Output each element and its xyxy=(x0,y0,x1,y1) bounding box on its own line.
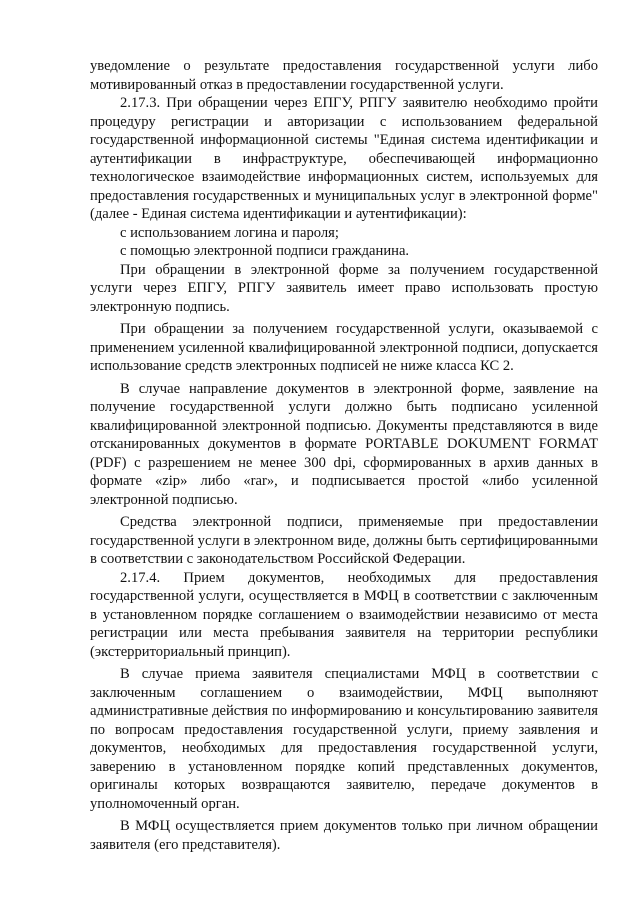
document-body xyxy=(90,57,598,854)
paragraph-personal-appeal: В МФЦ осуществляется прием документов только при личном обращении заявителя (его представителя). xyxy=(90,818,598,853)
paragraph-electronic-documents: В случае направление документов в электронной форме, заявление на получение государственной услуги должно быть подписано усиленной квалифицированной электронной подписью. Документы представляются в виде отсканированных документов в формате PORTABLE DOKUMENT FORMAT (PDF) с разрешением не менее 300 dpi, сформированных в архив данных в формате «zip» либо «rar», и подписывается простой «либо усиленной электронной подписью. xyxy=(90,380,598,508)
paragraph-2-17-4: 2.17.4. Прием документов, необходимых для предоставления государственной услуги, осуществляется в МФЦ в соответствии с заключенным в установленном порядке соглашением о взаимодействии независимо от места регистрации или места пребывания заявителя на территории республики (экстерриториальный принцип). xyxy=(90,569,598,660)
paragraph-notification: уведомление о результате предоставления государственной услуги либо мотивированный отказ в предоставлении государственной услуги. xyxy=(90,58,598,93)
paragraph-simple-signature: При обращении в электронной форме за получением государственной услуги через ЕПГУ, РПГУ заявитель имеет право использовать простую электронную подпись. xyxy=(90,261,598,315)
list-item-signature: с помощью электронной подписи гражданина. xyxy=(120,243,410,259)
list-item-login: с использованием логина и пароля; xyxy=(120,224,339,241)
paragraph-mfc-reception: В случае приема заявителя специалистами МФЦ в соответствии с заключенным соглашением о взаимодействии, МФЦ выполняют административные действия по информированию и консультированию заявителя по вопросам предоставления государственной услуги, приему заявления и документов, необходимых для предоставления государственной услуги, заверению в установленном порядке копий представленных документов, оригиналы которых возвращаются заявителю, передаче документов в уполномоченный орган. xyxy=(90,666,598,812)
paragraph-qualified-signature: При обращении за получением государственной услуги, оказываемой с применением усиленной квалифицированной электронной подписи, допускается использование средств электронных подписей не ниже класса КС 2. xyxy=(90,321,598,374)
paragraph-signature-tools: Средства электронной подписи, применяемые при предоставлении государственной услуги в электронном виде, должны быть сертифицированными в соответствии с законодательством Российской Федерации. xyxy=(90,514,598,567)
paragraph-2-17-3: 2.17.3. При обращении через ЕПГУ, РПГУ заявителю необходимо пройти процедуру регистрации и авторизации с использованием федеральной государственной информационной системы "Единая система идентификации и аутентификации в инфраструктуре, обеспечивающей информационно технологическое взаимодействие информационных систем, используемых для предоставления государственных и муниципальных услуг в электронной форме" (далее - Единая система идентификации и аутентификации): xyxy=(90,95,598,222)
